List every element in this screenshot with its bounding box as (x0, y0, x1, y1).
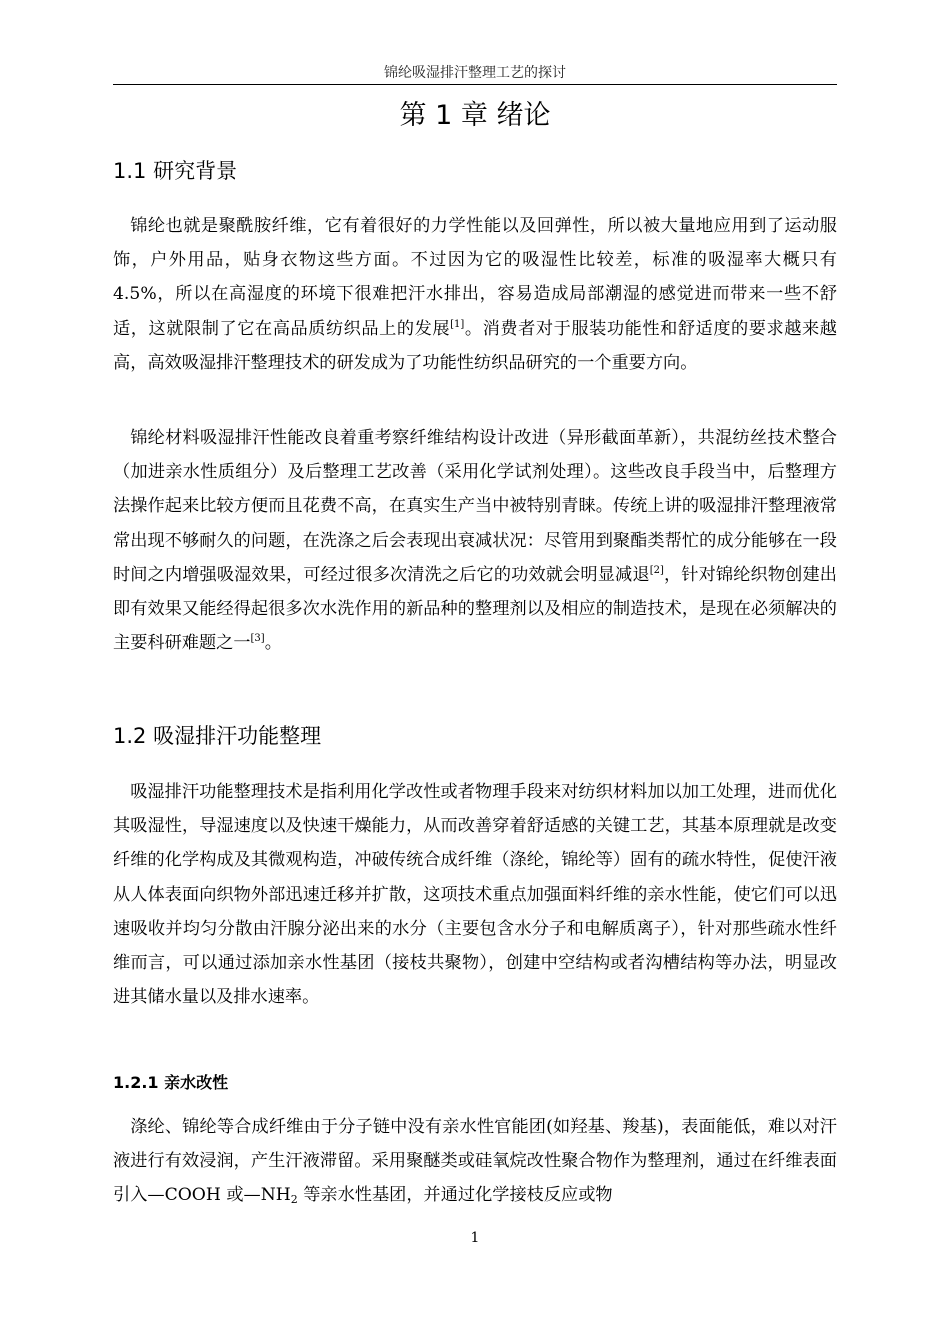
paragraph-1-2-1 (113, 1110, 837, 1213)
section-heading-1-2: 1.2 吸湿排汗功能整理 (113, 724, 322, 748)
paragraph-text: 锦纶材料吸湿排汗性能改良着重考察纤维结构设计改进（异形截面革新），共混纺丝技术整合（加进亲水性质组分）及后整理工艺改善（采用化学试剂处理）。这些改良手段当中，后整理方法操作起来比较方便而且花费不高，在真实生产当中被特别青睐。传统上讲的吸湿排汗整理液常常出现不够耐久的问题，在洗涤之后会表现出衰减状况：尽管用到聚酯类帮忙的成分能够在一段时间之内增强吸湿效果，可经过很多次清洗之后它的功效就会明显减退 (113, 428, 837, 585)
citation-ref: [1] (450, 318, 465, 330)
paragraph-text: 涤纶、锦纶等合成纤维由于分子链中没有亲水性官能团(如羟基、羧基)，表面能低，难以对汗液进行有效浸润，产生汗液滞留。采用聚醚类或硅氧烷改性聚合物作为整理剂，通过在纤维表面引入—COOH 或—NH (113, 1117, 837, 1206)
paragraph-1-2: 吸湿排汗功能整理技术是指利用化学改性或者物理手段来对纺织材料加以加工处理，进而优化其吸湿性，导湿速度以及快速干燥能力，从而改善穿着舒适感的关键工艺，其基本原理就是改变纤维的化学构成及其微观构造，冲破传统合成纤维（涤纶，锦纶等）固有的疏水特性，促使汗液从人体表面向织物外部迅速迁移并扩散，这项技术重点加强面料纤维的亲水性能，使它们可以迅速吸收并均匀分散由汗腺分泌出来的水分（主要包含水分子和电解质离子），针对那些疏水性纤维而言，可以通过添加亲水性基团（接枝共聚物），创建中空结构或者沟槽结构等办法，明显改进其储水量以及排水速率。 (113, 782, 837, 1008)
subsection-heading-1-2-1: 1.2.1 亲水改性 (113, 1073, 229, 1092)
paragraph-text: ，针对锦纶织物创建出即有效果又能经得起很多次水洗作用的新品种的整理剂以及相应的制造技术，是现在必须解决的主要科研难题之一 (113, 564, 837, 654)
page-number: 1 (470, 1230, 480, 1246)
section-heading-1-1: 1.1 研究背景 (113, 159, 238, 183)
subscript: 2 (290, 1193, 298, 1207)
citation-ref: [2] (649, 564, 664, 576)
chapter-title: 第 1 章 绪论 (399, 100, 551, 131)
paragraph-1-1-b (113, 421, 837, 660)
running-header: 锦纶吸湿排汗整理工艺的探讨 (384, 65, 566, 81)
paragraph-text: 。 (264, 633, 282, 654)
paragraph-text: 等亲水性基团，并通过化学接枝反应或物 (297, 1185, 613, 1206)
citation-ref: [3] (250, 633, 265, 645)
header-rule (113, 84, 837, 85)
paragraph-1-1-a (113, 209, 837, 380)
paragraph-text: 。消费者对于服装功能性和舒适度的要求越来越高，高效吸湿排汗整理技术的研发成为了功能性纺织品研究的一个重要方向。 (113, 318, 837, 373)
paragraph-text: 锦纶也就是聚酰胺纤维，它有着很好的力学性能以及回弹性，所以被大量地应用到了运动服饰，户外用品，贴身衣物这些方面。不过因为它的吸湿性比较差，标准的吸湿率大概只有 4.5%，所以在高湿度的环境下很难把汗水排出，容易造成局部潮湿的感觉进而带来一些不舒适，这就限制了它在高品质纺织品上的发展 (113, 216, 837, 339)
